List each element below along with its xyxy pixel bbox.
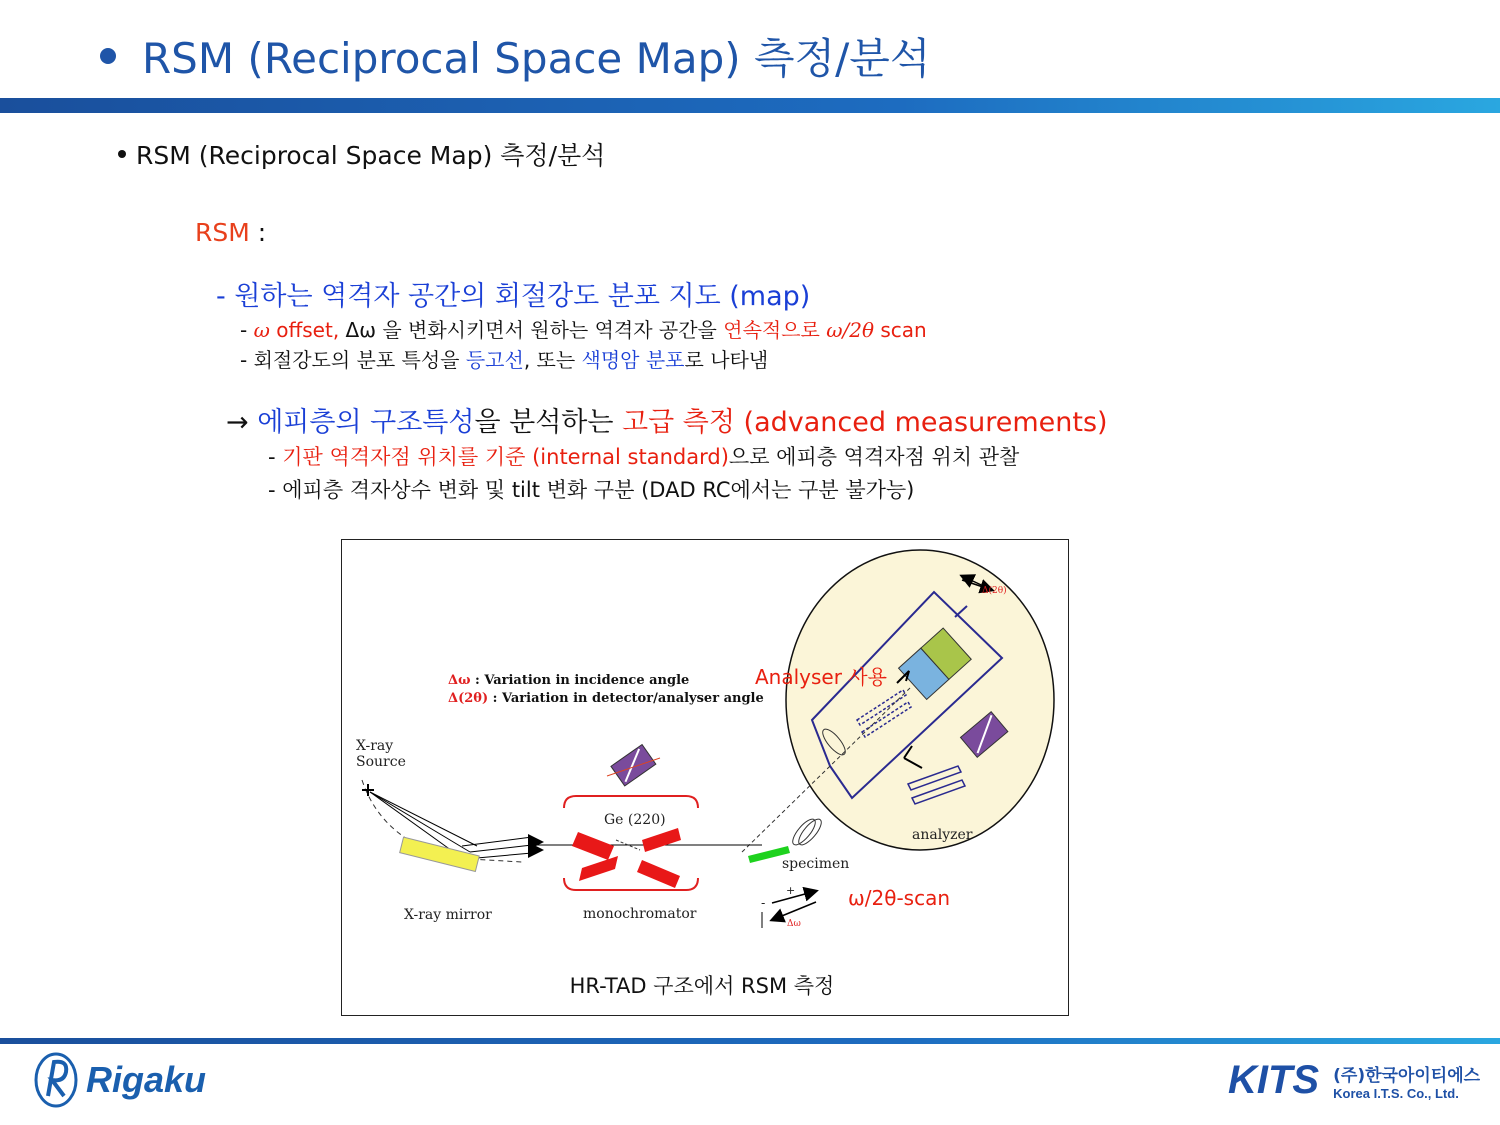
detail-text: 으로 에피층 역격자점 위치 관찰 [728,445,1020,469]
specimen-label: specimen [782,856,850,872]
internal-standard-text: 기판 역격자점 위치를 기준 (internal standard) [282,445,729,469]
conclusion-line [226,400,1108,439]
detail-text: 로 나타냄 [684,348,769,372]
rsm-label [195,218,266,247]
xray-mirror-label: X-ray mirror [404,907,492,923]
hr-tad-diagram [341,539,1069,1016]
color-distribution-text: 색명암 분포 [581,348,685,372]
detail-text: - 회절강도의 분포 특성을 [240,348,466,372]
detail-line-2 [240,344,768,373]
kits-logo [1228,1058,1480,1103]
analyzer-circle [786,550,1054,850]
analyzer-label: analyzer [912,827,973,843]
definition-line [216,274,810,313]
legend-text: : Variation in incidence angle [470,673,690,688]
rigaku-logo [34,1052,206,1108]
footer-divider [0,1038,1500,1044]
ge-label: Ge (220) [604,812,666,828]
conclusion-detail-2: - 에피층 격자상수 변화 및 tilt 변화 구분 (DAD RC에서는 구분 불가능) [268,478,915,502]
xray-source-line1: X-ray [356,738,394,754]
xray-source-label [356,738,406,770]
legend-text: : Variation in detector/analyser angle [488,691,764,706]
detail-text: Δω 을 변화시키면서 원하는 역격자 공간을 [339,318,724,342]
omega-symbol: ω [253,318,270,342]
continuous-text: 연속적으로 [723,318,827,342]
diagram-drawing [342,540,1068,1015]
rsm-label-text: RSM [195,218,250,247]
section-heading [118,136,605,172]
rigaku-wordmark: Rigaku [86,1059,207,1100]
offset-text: offset, [269,318,340,342]
bullet-icon [118,150,126,158]
dash: - [240,318,254,342]
rigaku-emblem-icon [34,1052,78,1108]
kits-wordmark: KITS [1228,1058,1320,1102]
rsm-colon: : [249,218,267,247]
section-heading-text: RSM (Reciprocal Space Map) 측정/분석 [136,141,606,170]
dash: - [268,445,283,469]
contour-text: 등고선 [465,348,524,372]
plus-sign: + [786,884,796,897]
conclusion-detail-1 [268,441,1019,471]
d2theta-symbol: Δ(2θ) [448,691,489,706]
dw-label: Δω [787,919,801,929]
d2theta-label: Δ(2θ) [982,586,1007,596]
kits-english-name: Korea I.T.S. Co., Ltd. [1333,1085,1459,1101]
dash: - [216,281,226,312]
legend-d2theta [448,691,764,706]
monochromator-label: monochromator [583,906,697,922]
detail-text: , 또는 [523,348,582,372]
dw-symbol: Δω [448,673,471,688]
page-title-text: RSM (Reciprocal Space Map) 측정/분석 [142,34,931,83]
purple-crystal-left [611,745,656,786]
scan-label: ω/2θ-scan [848,886,951,910]
scan-text: scan [874,318,927,342]
page-title [100,26,930,86]
detail-line-1 [240,314,927,343]
xray-source-line2: Source [356,754,406,770]
epi-structure-text: 에피층의 구조특성 [257,407,475,438]
minus-sign: - [761,896,766,910]
legend-dw [448,673,689,688]
advanced-text: 고급 측정 (advanced measurements) [622,407,1108,438]
kits-korean-name: (주)한국아이티에스 [1333,1065,1481,1086]
definition-text: 원하는 역격자 공간의 회절강도 분포 지도 (map) [234,281,811,312]
conclusion-text: 을 분석하는 [474,407,623,438]
bullet-icon [100,48,116,64]
figure-caption: HR-TAD 구조에서 RSM 측정 [569,974,835,998]
kits-company-name [1333,1061,1480,1101]
header-divider [0,98,1500,113]
monochromator-crystals [572,828,681,888]
arrow-icon: → [226,407,258,438]
analyser-use-label: Analyser 사용 [755,665,887,689]
scan-symbol: ω/2θ [826,318,875,342]
